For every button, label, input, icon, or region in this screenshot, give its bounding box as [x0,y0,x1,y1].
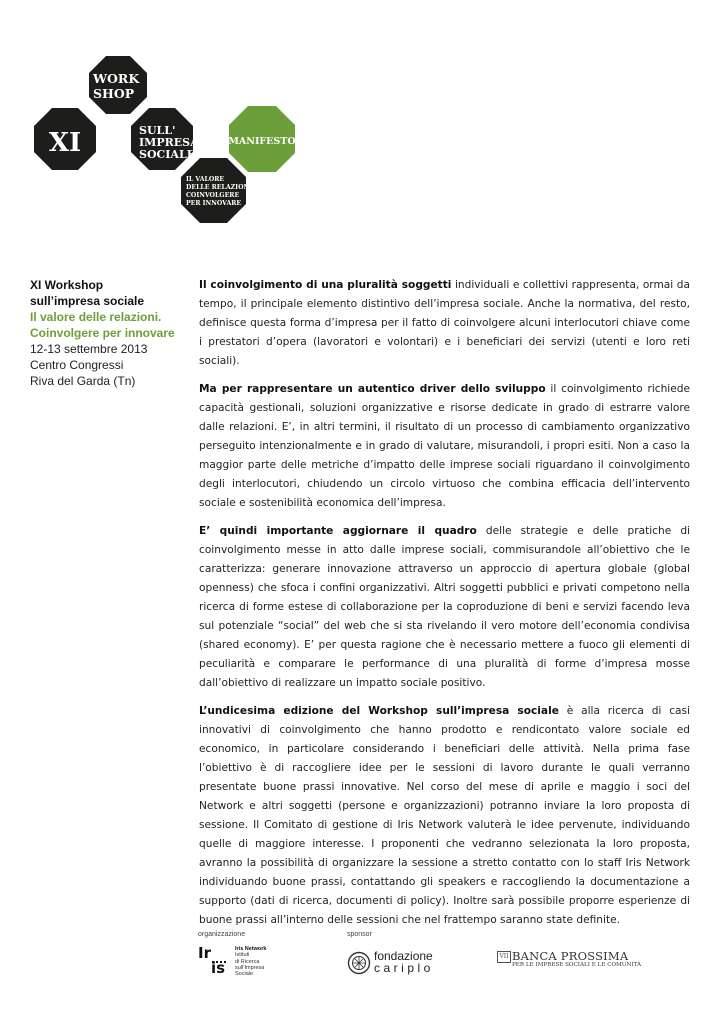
logo-theme-line1: IL VALORE [186,176,225,183]
paragraph-2 [199,380,690,513]
iris-dots-icon [212,961,226,966]
paragraph-2-lead: Ma per rappresentare un autentico driver dello sviluppo [199,383,546,395]
event-title: XI Workshop [30,278,104,292]
workshop-logo [28,48,328,228]
logo-edition: XI [48,128,82,158]
logo-subject-line1: SULL' [139,124,176,137]
event-theme-line2: Coinvolgere per innovare [30,326,175,340]
event-location: Riva del Garda (Tn) [30,374,136,388]
paragraph-4-lead: L’undicesima edizione del Workshop sull’impresa sociale [199,705,559,717]
manifesto-body [199,276,690,939]
banca-prossima-logo [497,949,642,971]
event-subject: sull’impresa sociale [30,294,145,308]
logo-manifesto: MANIFESTO [228,136,296,147]
event-date: 12-13 settembre 2013 [30,342,148,356]
paragraph-4 [199,702,690,930]
paragraph-3 [199,522,690,693]
fondazione-cariplo-logo [347,950,447,976]
iris-text-line2: Istituti [235,952,250,959]
paragraph-2-text: il coinvolgimento richiede capacità gestionali, soluzioni organizzative e risorse dedicate in grado di estrarre valore dalle relazioni. E’, in altri termini, il risultato di un processo di cambiamento organizzativo perseguito intenzionalmente e in grado di valutare, misurandoli, i propri esiti. Non a caso la maggior parte delle metriche d’impatto delle imprese sociali riguardano il coinvolgimento degli interlocutori, chiudendo un circolo virtuoso che combina efficacia dell’intervento sociale e sostenibilità economica dell’impresa. [199,383,691,509]
sponsor-label: sponsor [347,931,372,938]
paragraph-4-text: è alla ricerca di casi innovativi di coinvolgimento che hanno prodotto e rendicontato valore sociale ed economico, in particolare considerando i beneficiari delle attività. Nella prima fase l’obiettivo è di raccogliere idee per le sessioni di lavoro durante le quali verranno presentate buone prassi innovative. Nel corso del mese di aprile e maggio i soci del Network e altri soggetti (persone e organizzazioni) potranno inviare la loro proposta di sessione. Il Comitato di gestione di Iris Network valuterà le idee pervenute, individuando quelle di maggiore interesse. I proponenti che vedranno selezionata la loro proposta, avranno la possibilità di organizzare la sessione a stretto contatto con lo staff Iris Network individuando buone prassi, contattando gli speakers e raccogliendo la documentazione a supporto (dati di ricerca, documenti di policy). Inoltre sarà possibile proporre esperienze di buone prassi all’interno delle sessioni che nel frattempo saranno state definite. [199,705,690,926]
banca-prossima-title: BANCA PROSSIMA [512,949,629,963]
event-theme-line1: Il valore delle relazioni. [30,310,162,324]
logo-theme-line4: PER INNOVARE [186,200,242,207]
cariplo-line1: fondazione [374,949,433,963]
logo-workshop-line1: WORK [93,71,140,86]
iris-network-logo [198,946,308,984]
event-info-sidebar [30,277,195,389]
banca-prossima-emblem-icon: VII [497,951,511,963]
logo-theme-line3: COINVOLGERE [186,192,240,199]
iris-text-line3: di Ricerca [235,958,260,965]
logo-workshop-octagon [89,56,147,114]
logo-subject-octagon [131,108,199,170]
paragraph-1-text: individuali e collettivi rappresenta, ormai da tempo, il principale elemento distintivo dell’impresa sociale. Anche la normativa, del resto, definisce questa forma d’impresa per il fatto di coinvolgere alcuni interlocutori chiave come i prestatori d’opera (lavoratori e volontari) e i beneficiari dei servizi (utenti e loro reti sociali). [199,279,690,367]
logo-subject-line3: SOCIALE [139,148,196,161]
iris-text-line5: Sociale [235,971,254,978]
cariplo-line2: cariplo [374,961,434,975]
logo-subject-line2: IMPRESA [139,136,199,149]
cariplo-text [374,950,434,974]
iris-network-text [235,946,266,977]
logo-theme-octagon [181,158,254,223]
paragraph-3-text: delle strategie e delle pratiche di coinvolgimento messe in atto dalle imprese sociali, commisurandole all’obiettivo che le caratterizza: generare innovazione attraverso un approccio di apertura globale (global openness) che sfoca i confini organizzativi. Altri soggetti pubblici e privati competono nella ricerca di forme estese di collaborazione per la coproduzione di beni e servizi facendo leva sul potenziale “social” del web che si sta rivelando il vero motore dell’economia condivisa (shared economy). E’ per questa ragione che è necessario mettere a fuoco gli elementi di peculiarità e comparare le performance di una pluralità di forme d’impresa mosse dall’obiettivo di realizzare un impatto sociale positivo. [199,525,690,689]
cariplo-emblem-icon [347,951,371,975]
banca-prossima-subtitle: PER LE IMPRESE SOCIALI E LE COMUNITÀ [512,962,642,968]
event-venue: Centro Congressi [30,358,124,372]
logo-theme-line2: DELLE RELAZIONI. [186,184,255,191]
iris-mark-bottom: is [211,959,226,977]
logo-edition-octagon [34,108,96,170]
logo-workshop-line2: SHOP [93,86,135,101]
paragraph-1 [199,276,690,371]
paragraph-1-lead: Il coinvolgimento di una pluralità soggetti [199,279,452,291]
paragraph-3-lead: E’ quindi importante aggiornare il quadro [199,525,477,537]
logo-manifesto-octagon [228,106,295,172]
iris-text-line1: Iris Network [235,946,267,952]
organization-label: organizzazione [198,931,246,938]
iris-text-line4: sull’Impresa [235,964,265,971]
iris-mark-top: Ir [198,944,211,962]
